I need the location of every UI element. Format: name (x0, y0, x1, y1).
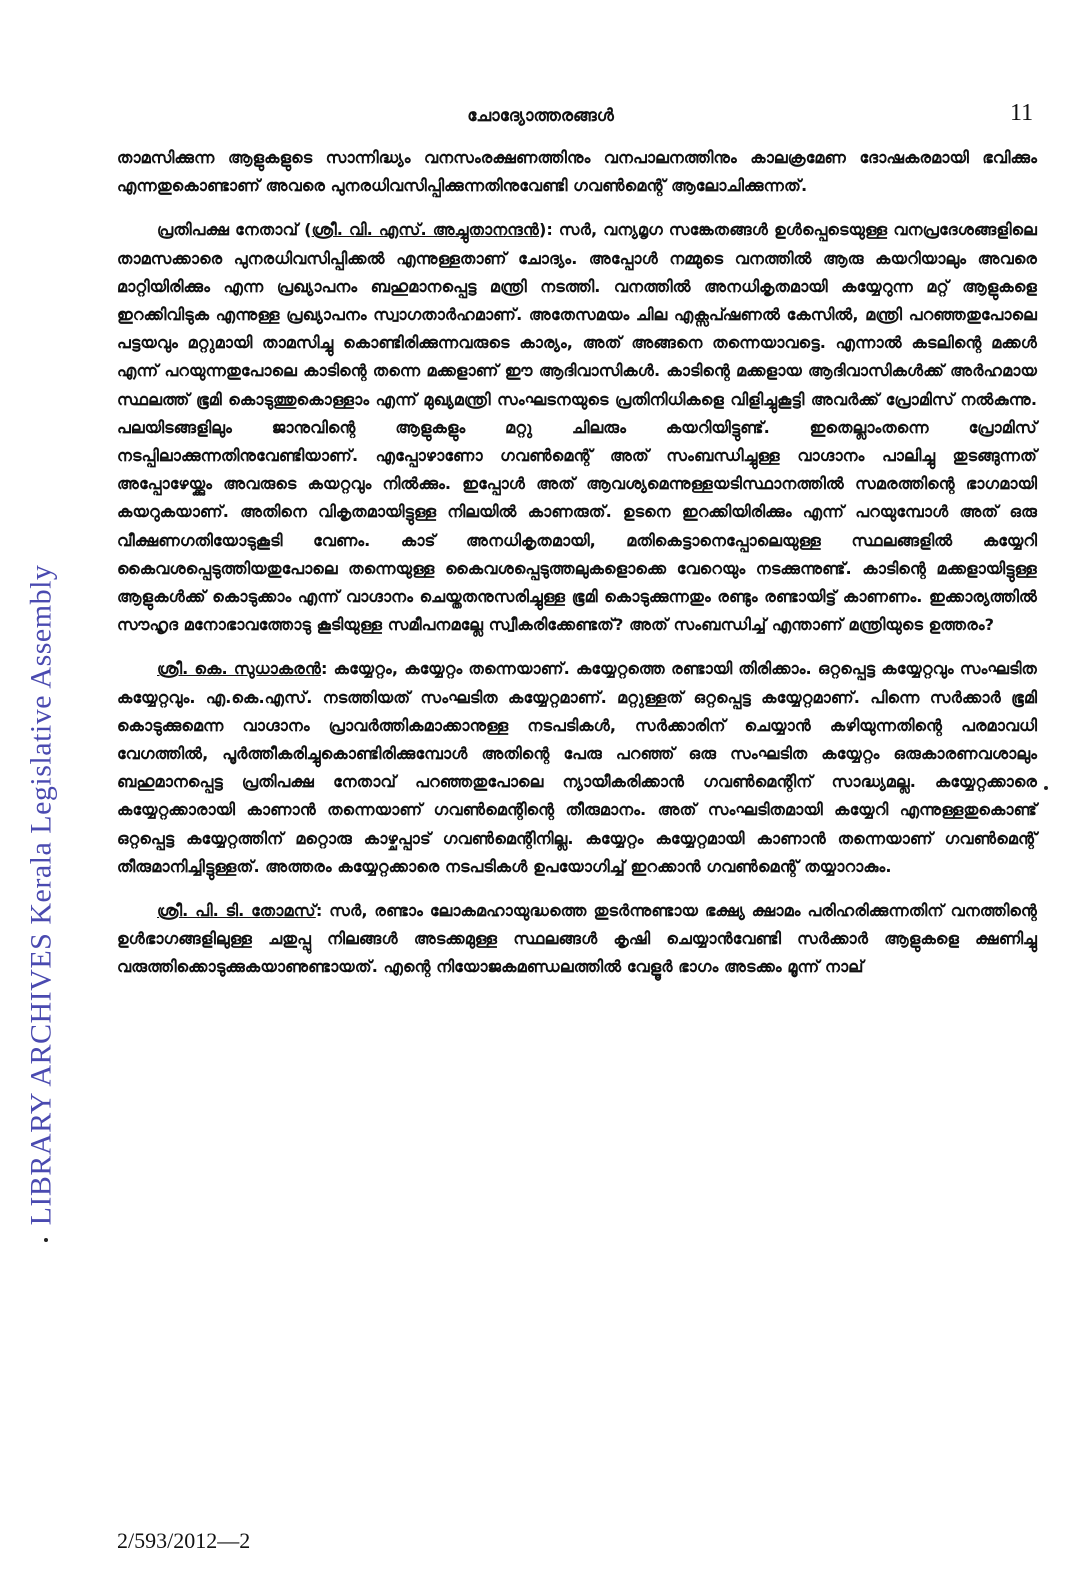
archive-watermark (24, 420, 57, 1370)
paragraph-text: കയ്യേറ്റം, കയ്യേറ്റം തന്നെയാണ്. കയ്യേറ്റത്തെ രണ്ടായി തിരിക്കാം. ഒറ്റപ്പെട്ട കയ്യേറ്റവും സംഘടിത കയ്യേറ്റവും. എ.കെ.എസ്. നടത്തിയത് സംഘടിത കയ്യേറ്റമാണ്. മറ്റുള്ളത് ഒറ്റപ്പെട്ട കയ്യേറ്റമാണ്. പിന്നെ സർക്കാർ ഭൂമി കൊടുക്കുമെന്ന വാഗ്ദാനം പ്രാവർത്തികമാക്കാനുള്ള നടപടികൾ, സർക്കാരിന് ചെയ്യാൻ കഴിയുന്നതിന്റെ പരമാവധി വേഗത്തിൽ, പൂർത്തീകരിച്ചുകൊണ്ടിരിക്കുമ്പോൾ അതിന്റെ പേരു പറഞ്ഞ് ഒരു സംഘടിത കയ്യേറ്റം ഒരുകാരണവശാലും ബഹുമാനപ്പെട്ട പ്രതിപക്ഷ നേതാവ് പറഞ്ഞതുപോലെ ന്യായീകരിക്കാൻ ഗവൺമെന്റിന് സാദ്ധ്യമല്ല. കയ്യേറ്റക്കാരെ കയ്യേറ്റക്കാരായി കാണാൻ തന്നെയാണ് ഗവൺമെന്റിന്റെ തീരുമാനം. അത് സംഘടിതമായി കയ്യേറി എന്നുള്ളതുകൊണ്ട് ഒറ്റപ്പെട്ട കയ്യേറ്റത്തിന് മറ്റൊരു കാഴ്ചപ്പാട് ഗവൺമെന്റിനില്ല. കയ്യേറ്റം കയ്യേറ്റമായി കാണാൻ തന്നെയാണ് ഗവൺമെന്റ് തീരുമാനിച്ചിട്ടുള്ളത്. അത്തരം കയ്യേറ്റക്കാരെ നടപടികൾ ഉപയോഗിച്ച് ഇറക്കാൻ ഗവൺമെന്റ് തയ്യാറാകും. (117, 659, 1037, 876)
speaker-prefix: പ്രതിപക്ഷ നേതാവ് ( (157, 220, 312, 240)
footer-code: 2/593/2012—2 (117, 1528, 251, 1553)
page-number: 11 (1010, 100, 1034, 126)
scan-speck (44, 1238, 48, 1242)
paragraph-2 (117, 216, 1037, 639)
speaker-name: ശ്രീ. വി. എസ്. അച്ചുതാനന്ദൻ (311, 220, 539, 240)
paragraph-text: സർ, രണ്ടാം ലോകമഹായുദ്ധത്തെ തുടർന്നുണ്ടായ ഭക്ഷ്യ ക്ഷാമം പരിഹരിക്കുന്നതിന് വനത്തിന്റെ ഉൾഭാഗങ്ങളിലുള്ള ചതുപ്പു നിലങ്ങൾ അടക്കമുള്ള സ്ഥലങ്ങൾ കൃഷി ചെയ്യാൻവേണ്ടി സർക്കാർ ആളുകളെ ക്ഷണിച്ചു വരുത്തിക്കൊടുക്കുകയാണുണ്ടായത്. എന്റെ നിയോജകമണ്ഡലത്തിൽ വേളൂർ ഭാഗം അടക്കം മൂന്ന് നാല് (117, 901, 1037, 977)
speaker-suffix: ): (538, 220, 553, 240)
paragraph-text: താമസിക്കുന്ന ആളുകളുടെ സാന്നിദ്ധ്യം വനസംരക്ഷണത്തിനും വനപാലനത്തിനും കാലക്രമേണ ദോഷകരമായി ഭവിക്കും എന്നതുകൊണ്ടാണ് അവരെ പുനരധിവസിപ്പിക്കുന്നതിനുവേണ്ടി ഗവൺമെന്റ് ആലോചിക്കുന്നത്. (117, 148, 1037, 196)
running-title: ചോദ്യോത്തരങ്ങൾ (467, 106, 614, 126)
speaker-suffix: : (315, 901, 323, 921)
body-text (117, 144, 1037, 998)
speaker-name: ശ്രീ. കെ. സുധാകരൻ (157, 659, 321, 679)
speaker-suffix: : (320, 659, 328, 679)
paragraph-3 (117, 655, 1037, 881)
paragraph-text: സർ, വന്യമൃഗ സങ്കേതങ്ങൾ ഉൾപ്പെടെയുള്ള വനപ്രദേശങ്ങളിലെ താമസക്കാരെ പുനരധിവസിപ്പിക്കൽ എന്നുള്ളതാണ് ചോദ്യം. അപ്പോൾ നമ്മുടെ വനത്തിൽ ആരു കയറിയാലും അവരെ മാറ്റിയിരിക്കും എന്ന പ്രഖ്യാപനം ബഹുമാനപ്പെട്ട മന്ത്രി നടത്തി. വനത്തിൽ അനധികൃതമായി കയ്യേറുന്ന മറ്റ് ആളുകളെ ഇറക്കിവിടുക എന്നുള്ള പ്രഖ്യാപനം സ്വാഗതാർഹമാണ്. അതേസമയം ചില എക്സപ്ഷണൽ കേസിൽ, മന്ത്രി പറഞ്ഞതുപോലെ പട്ടയവും മറ്റുമായി താമസിച്ചു കൊണ്ടിരിക്കുന്നവരുടെ കാര്യം, അത് അങ്ങനെ തന്നെയാവട്ടെ. എന്നാൽ കടലിന്റെ മക്കൾ എന്ന് പറയുന്നതുപോലെ കാടിന്റെ തന്നെ മക്കളാണ് ഈ ആദിവാസികൾ. കാടിന്റെ മക്കളായ ആദിവാസികൾക്ക് അർഹമായ സ്ഥലത്ത് ഭൂമി കൊടുത്തുകൊള്ളാം എന്ന് മുഖ്യമന്ത്രി സംഘടനയുടെ പ്രതിനിധികളെ വിളിച്ചുകൂട്ടി അവർക്ക് പ്രോമിസ് നൽകുന്നു. പലയിടങ്ങളിലും ജാനുവിന്റെ ആളുകളും മറ്റു ചിലരും കയറിയിട്ടുണ്ട്. ഇതെല്ലാംതന്നെ പ്രോമിസ് നടപ്പിലാക്കുന്നതിനുവേണ്ടിയാണ്. എപ്പോഴാണോ ഗവൺമെന്റ് അത് സംബന്ധിച്ചുള്ള വാഗ്ദാനം പാലിച്ചു തുടങ്ങുന്നത് അപ്പോഴേയ്ക്കും അവരുടെ കയറ്റവും നിൽക്കും. ഇപ്പോൾ അത് ആവശ്യമെന്നുള്ളയടിസ്ഥാനത്തിൽ സമരത്തിന്റെ ഭാഗമായി കയറുകയാണ്. അതിനെ വികൃതമായിട്ടുള്ള നിലയിൽ കാണരുത്. ഉടനെ ഇറക്കിയിരിക്കും എന്ന് പറയുമ്പോൾ അത് ഒരു വീക്ഷണഗതിയോടുകൂടി വേണം. കാട് അനധികൃതമായി, മതികെട്ടാനെപ്പോലെയുള്ള സ്ഥലങ്ങളിൽ കയ്യേറി കൈവശപ്പെടുത്തിയതുപോലെ തന്നെയുള്ള കൈവശപ്പെടുത്തലുകളൊക്കെ വേറെയും നടക്കുന്നുണ്ട്. കാടിന്റെ മക്കളായിട്ടുള്ള ആളുകൾക്ക് കൊടുക്കാം എന്ന് വാഗ്ദാനം ചെയ്തതനുസരിച്ചുള്ള ഭൂമി കൊടുക്കുന്നതും രണ്ടും രണ്ടായിട്ട് കാണണം. ഇക്കാര്യത്തിൽ സൗഹൃദ മനോഭാവത്തോടു കൂടിയുള്ള സമീപനമല്ലേ സ്വീകരിക്കേണ്ടത്? അത് സംബന്ധിച്ച് എന്താണ് മന്ത്രിയുടെ ഉത്തരം? (117, 220, 1037, 635)
paragraph-4 (117, 897, 1037, 982)
speaker-name: ശ്രീ. പി. ടി. തോമസ് (157, 901, 316, 921)
watermark-text: LIBRARY ARCHIVES Kerala Legislative Assembly (24, 564, 57, 1226)
scan-speck (1044, 786, 1048, 790)
paragraph-1 (117, 144, 1037, 200)
